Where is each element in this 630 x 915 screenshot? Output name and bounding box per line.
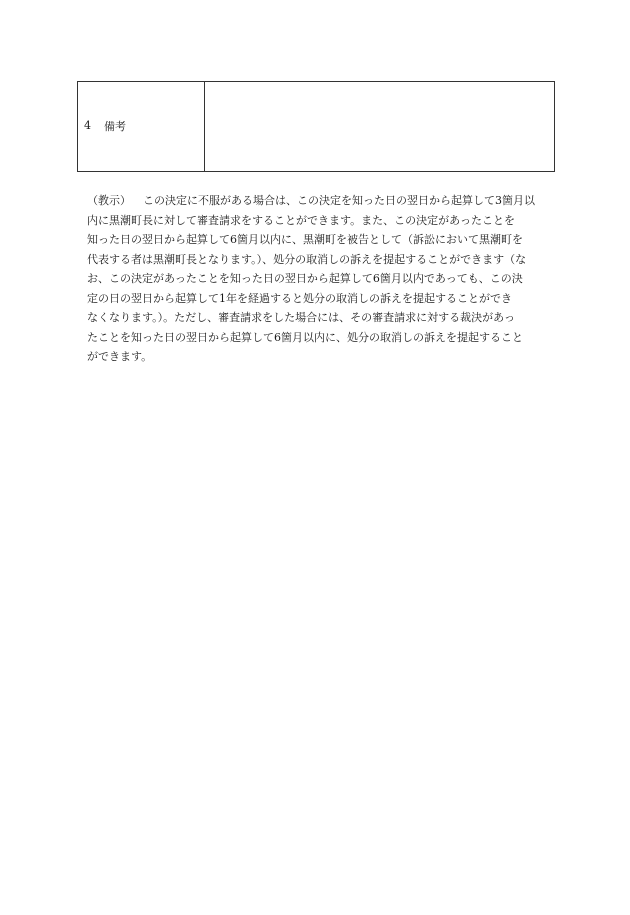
remarks-label: 備考 bbox=[104, 119, 126, 133]
instruction-line-9: ができます。 bbox=[87, 350, 153, 363]
instruction-heading: （教示） bbox=[87, 194, 131, 207]
instruction-line-2: 内に黒潮町長に対して審査請求をすることができます。また、この決定があったことを bbox=[87, 213, 516, 227]
remarks-value-cell bbox=[205, 82, 554, 171]
remarks-table bbox=[77, 81, 555, 172]
instruction-line-3: 知った日の翌日から起算して6箇月以内に、黒潮町を被告として（訴訟において黒潮町を bbox=[87, 233, 523, 246]
instruction-line-1 bbox=[87, 191, 553, 211]
instruction-line-5: お、この決定があったことを知った日の翌日から起算して6箇月以内であっても、この決 bbox=[87, 272, 523, 285]
remarks-number: 4 bbox=[84, 119, 91, 132]
instruction-line-8: たことを知った日の翌日から起算して6箇月以内に、処分の取消しの訴えを提起すること bbox=[87, 330, 523, 344]
instruction-line-6: 定の日の翌日から起算して1年を経過すると処分の取消しの訴えを提起することができ bbox=[87, 291, 512, 305]
instruction-line-4: 代表する者は黒潮町長となります。）、処分の取消しの訴えを提起することができます（な bbox=[87, 252, 527, 266]
instruction-line-1-text: この決定に不服がある場合は、この決定を知った日の翌日から起算して3箇月以 bbox=[143, 194, 535, 207]
instruction-notice bbox=[87, 191, 553, 367]
remarks-label-cell bbox=[78, 82, 205, 171]
instruction-line-7: なくなります。）。ただし、審査請求をした場合には、その審査請求に対する裁決があっ bbox=[87, 311, 516, 324]
